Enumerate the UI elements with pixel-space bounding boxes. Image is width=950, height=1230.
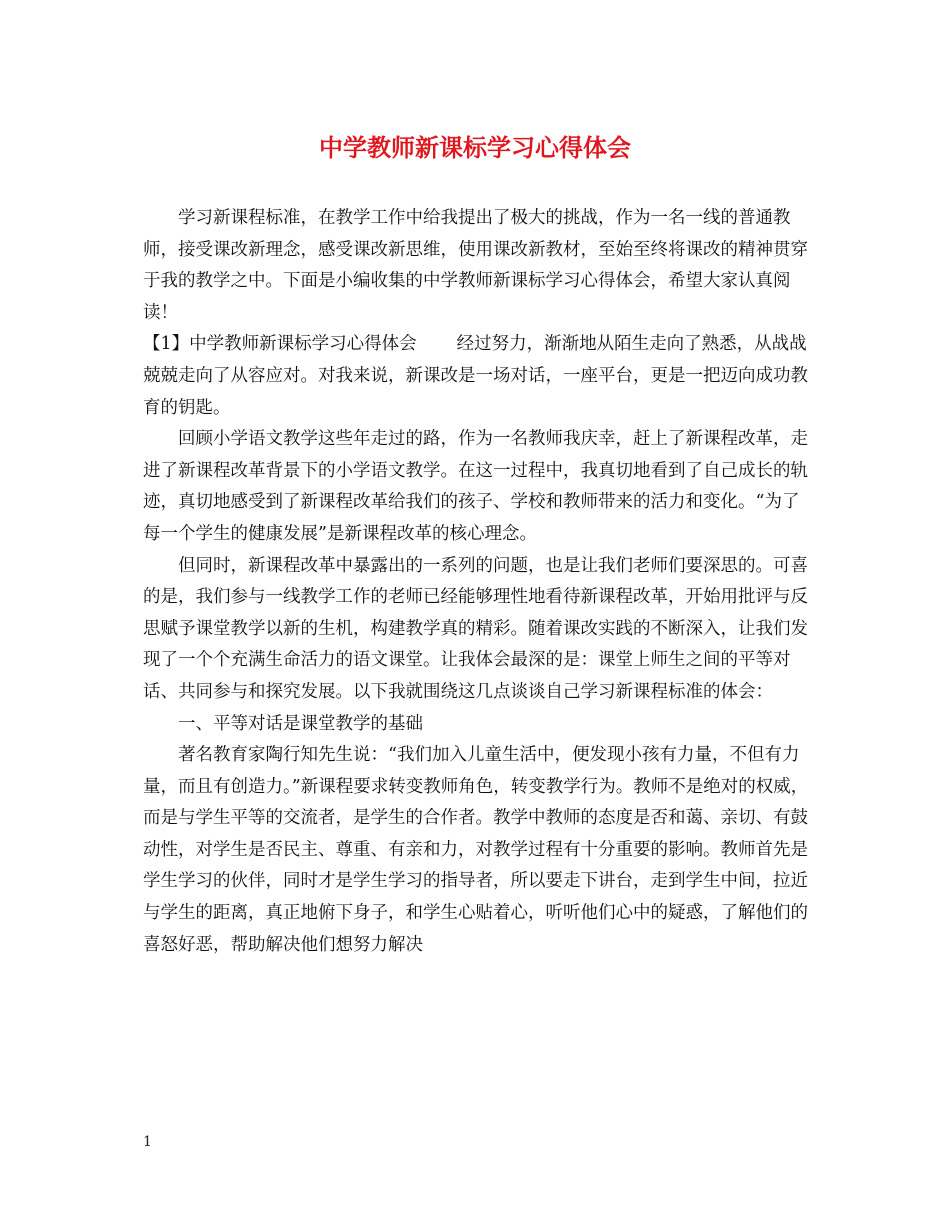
section-paragraph (143, 329, 813, 424)
paragraph-4: 著名教育家陶行知先生说：“我们加入儿童生活中，便发现小孩有力量，不但有力量，而且有创造力。”新课程要求转变教师角色，转变教学行为。教师不是绝对的权威，而是与学生平等的交流者，是学生的合作者。教学中教师的态度是否和蔼、亲切、有鼓动性，对学生是否民主、尊重、有亲和力，对教学过程有十分重要的影响。教师首先是学生学习的伙伴，同时才是学生学习的指导者，所以要走下讲台，走到学生中间，拉近与学生的距离，真正地俯下身子，和学生心贴着心，听听他们心中的疑惑，了解他们的喜怒好恶，帮助解决他们想努力解决 (143, 745, 809, 955)
paragraph-3: 但同时，新课程改革中暴露出的一系列的问题，也是让我们老师们要深思的。可喜的是，我们参与一线教学工作的老师已经能够理性地看待新课程改革，开始用批评与反思赋予课堂教学以新的生机，构建教学真的精彩。随着课改实践的不断深入，让我们发现了一个个充满生命活力的语文课堂。让我体会最深的是：课堂上师生之间的平等对话、共同参与和探究发展。以下我就围绕这几点谈谈自己学习新课程标准的体会： (143, 555, 808, 702)
document-body (143, 203, 813, 961)
page-number: 1 (143, 1134, 152, 1150)
heading-1: 一、平等对话是课堂教学的基础 (178, 713, 423, 734)
paragraph-2: 回顾小学语文教学这些年走过的路，作为一名教师我庆幸，赶上了新课程改革，走进了新课程改革背景下的小学语文教学。在这一过程中，我真切地看到了自己成长的轨迹，真切地感受到了新课程改革给我们的孩子、学校和教师带来的活力和变化。“为了每一个学生的健康发展”是新课程改革的核心理念。 (143, 429, 808, 544)
intro-paragraph: 学习新课程标准，在教学工作中给我提出了极大的挑战，作为一名一线的普通教师，接受课改新理念，感受课改新思维，使用课改新教材，至始至终将课改的精神贯穿于我的教学之中。下面是小编收集的中学教师新课标学习心得体会，希望大家认真阅读！ (143, 208, 808, 323)
section-text: 经过努力，渐渐地从陌生走向了熟悉，从战战兢兢走向了从容应对。对我来说，新课改是一场对话，一座平台，更是一把迈向成功教育的钥匙。 (143, 334, 808, 418)
section-label: 【1】中学教师新课标学习心得体会 (143, 334, 417, 355)
document-title: 中学教师新课标学习心得体会 (319, 133, 631, 162)
